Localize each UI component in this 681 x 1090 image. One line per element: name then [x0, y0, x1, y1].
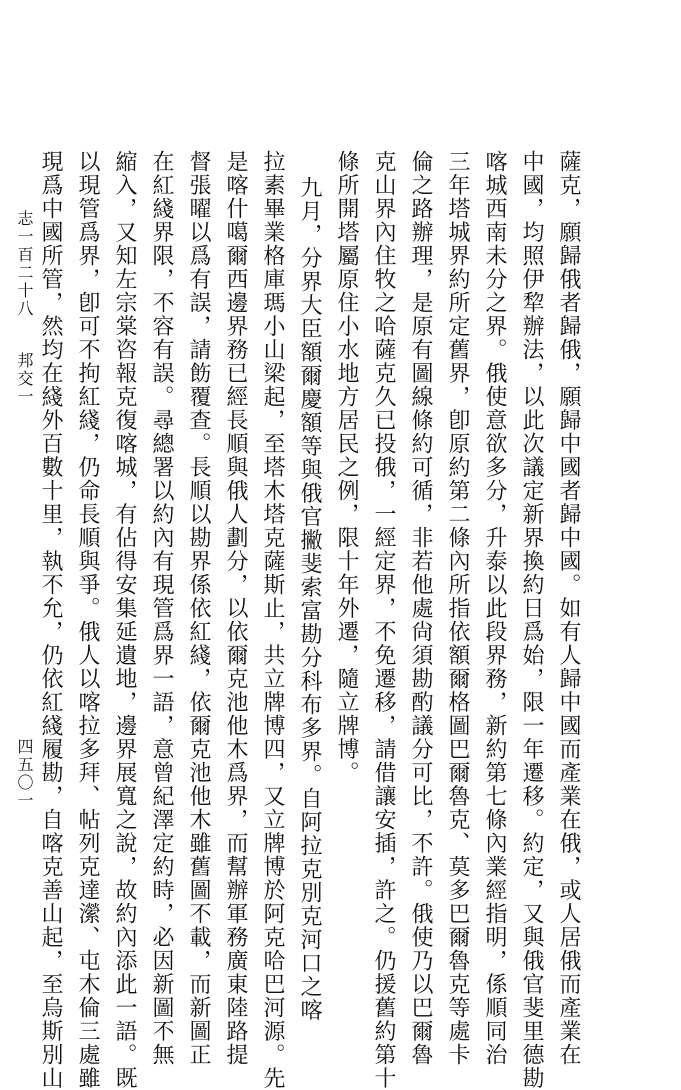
text-column: 喀城西南未分之界。俄使意欲多分，升泰以此段界務，新約第七條內業經指明，係順同治 [482, 150, 507, 1067]
text-column: 督張曜以爲有誤，請飭覆查。長順以勘界係依紅綫，依爾克池他木雖舊圖不載，而新圖正 [186, 150, 211, 1067]
text-column: 克山界內住牧之哈薩克久已投俄，一經定界，不免遷移，請借讓安插，許之。仍援舊約第十 [371, 150, 396, 1090]
text-column: 倫之路辦理，是原有圖線條約可循，非若他處尙須勘酌議分可比，不許。俄使乃以巴爾魯 [408, 150, 433, 1067]
margin-volume: 志一百二十八 [15, 210, 34, 318]
text-column: 薩克，願歸俄者歸俄，願歸中國者歸中國。如有人歸中國而產業在俄，或人居俄而產業在 [556, 150, 581, 1067]
text-column: 條所開塔屬原住小水地方居民之例，限十年外遷，隨立牌博。 [334, 150, 359, 785]
text-column: 以現管爲界，卽可不拘紅綫，仍命長順與爭。俄人以喀拉多拜、帖列克達瀠、屯木倫三處雖 [75, 150, 100, 1090]
page-number: 四五〇一 [15, 738, 34, 810]
text-column: 現爲中國所管，然均在綫外百數十里，執不允，仍依紅綫履勘，自喀克善山起，至烏斯別山 [38, 150, 63, 1090]
text-column: 在紅綫界限，不容有誤。尋總署以約內有現管爲界一語，意曾紀澤定約時，必因新圖不無 [149, 150, 174, 1067]
text-column: 三年塔城界約所定舊界，卽原約第二條內所指依額爾格圖巴爾魯克、莫多巴爾魯克等處卡 [445, 150, 470, 1067]
text-column: 拉素畢業格庫瑪小山梁起，至塔木塔克薩斯止，共立牌博四，又立牌博於阿克哈巴河源。先 [260, 150, 285, 1090]
text-column: 是喀什噶爾西邊界務已經長順與俄人劃分，以依爾克池他木爲界，而幫辦軍務廣東陸路提 [223, 150, 248, 1067]
text-column: 中國，均照伊犂辦法，以此次議定新界換約日爲始，限一年遷移。約定，又與俄官斐里德勘 [519, 150, 544, 1090]
text-column: 九月，分界大臣額爾慶額等與俄官撇斐索富勘分科布多界。自阿拉克別克河口之喀 [297, 176, 322, 1022]
text-column: 縮入，又知左宗棠咨報克復喀城，有佔得安集延遺地，邊界展寬之說，故約內添此一語。既 [112, 150, 137, 1090]
margin-section: 邦交一 [15, 352, 34, 406]
